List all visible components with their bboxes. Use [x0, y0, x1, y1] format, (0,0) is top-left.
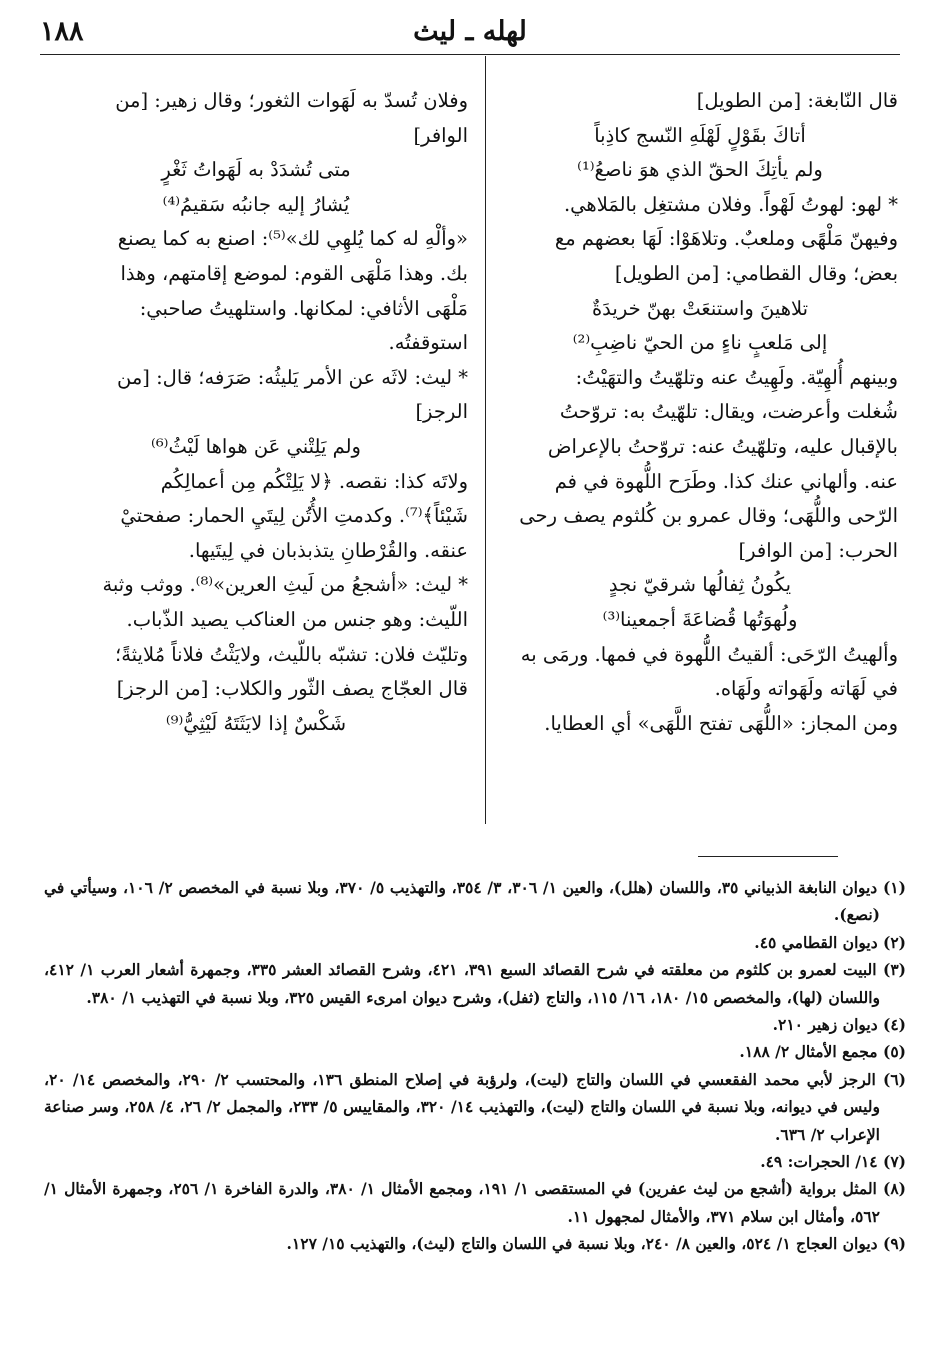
verse-line: متى تُشدَدْ به لَهَواتُ ثَغْرٍ: [161, 158, 351, 182]
footnote: (٩) ديوان العجاج ١/ ٥٢٤، والعين ٨/ ٢٤٠، وبلا نسبة في اللسان والتاج (ليث)، والتهذيب ١٥/ ١٢٧.: [286, 1234, 906, 1254]
text-line: قال النّابغة: [من الطويل]: [696, 89, 898, 112]
verse-line: شَكْسٌ إذا لايَثَتَهُ لَيْثِيُّ⁽⁹⁾: [165, 711, 347, 735]
running-head: لهله ـ ليث: [413, 16, 527, 47]
text-line: وألهيتُ الرّحَى: ألقيتُ اللُّهوة في فمها. ورمَى به: [520, 642, 898, 666]
text-line: بك. وهذا مَلْهَى القوم: لموضع إقامتهم، وهذا: [120, 261, 468, 285]
left-column: [44, 84, 468, 741]
column-divider: [485, 56, 486, 824]
text-line: الرّحى واللُّهَى؛ وقال عمرو بن كُلثوم يصف رحى: [519, 504, 898, 528]
text-line: الحرب: [من الوافر]: [738, 538, 898, 562]
verse-line: ولم يَلِتْني عَن هواها لَيْثُ⁽⁶⁾: [151, 434, 361, 458]
text-line: مَلْهَى الأثافي: لمكانها. واستلهيتُ صاحبي:: [139, 296, 468, 320]
text-line: في لَهَاته ولَهَواته ولَهَاه.: [714, 677, 898, 701]
text-line: وفيهنّ مَلْهًى وملعبٌ. وتلاهَوْا: لَهَا بعضهم مع: [554, 227, 898, 251]
text-line: الوافر]: [413, 123, 468, 147]
verse-line: يكُونُ ثِفالُها شرقيّ نجدٍ: [608, 573, 792, 597]
text-line: ولاتَه كذا: نقصه. ﴿لا يَلِتْكُم مِن أعمالِكُم: [160, 469, 468, 493]
right-column: [502, 84, 898, 741]
footnote: (١) ديوان النابغة الذبياني ٣٥، واللسان (هلل)، والعين ١/ ٣٠٦، ٣/ ٣٥٤، والتهذيب ٥/ ٣٧٠، وبلا نسبة في المخصص ٢/ ١٠٦، وسيأتي في (نصع).: [44, 878, 906, 925]
text-line: «وألْهِ له كما يُلهِي لك»⁽⁵⁾: اصنع به كما يصنع: [117, 227, 468, 251]
footnote: (٢) ديوان القطامي ٤٥.: [754, 932, 906, 952]
verse-line: تلاهينَ واستنعَتْ بهنّ خريدَةٌ: [591, 296, 809, 320]
text-line: عنقه. والقُرْطانِ يتذبذبان في لِيتَيها.: [188, 538, 468, 562]
text-line: استوقفتُه.: [388, 331, 468, 355]
verse-line: ولم يأتِكَ الحقّ الذي هوَ ناصعُ⁽¹⁾: [577, 158, 823, 182]
footnotes: [44, 874, 906, 1258]
text-line: بعض؛ وقال القطامي: [من الطويل]: [614, 261, 898, 285]
verse-line: إلى مَلعبٍ ناءٍ من الحيّ ناضِبِ⁽²⁾: [572, 331, 828, 355]
footnote-separator: [698, 856, 838, 857]
footnote: (٨) المثل برواية (أشجع من ليث عفرين) في المستقصى ١/ ١٩١، ومجمع الأمثال ١/ ٣٨٠، والدرة الفاخرة ١/ ٢٥٦، وجمهرة الأمثال ١/ ٥٦٢، وأمثال ابن سلام ٣٧١، والأمثال لمجهول ١١.: [44, 1179, 906, 1226]
text-line: ومن المجاز: «اللُّهَى تفتح اللَّهَى» أي العطايا.: [544, 711, 898, 735]
text-line: وفلان تُسدّ به لَهَوات الثغور؛ وقال زهير: [من: [115, 89, 468, 112]
text-line: وبينهم أُلهِيّة. ولَهِيتُ عنه وتلهّيتُ والتهَيْتُ:: [575, 365, 898, 389]
verse-line: يُشارُ إليه جانبُه سَقيمُ⁽⁴⁾: [162, 192, 350, 216]
page-number: ١٨٨: [40, 16, 84, 47]
text-line: الرجز]: [415, 400, 468, 424]
text-line: اللّيث: وهو جنس من العناكب يصيد الذّباب.: [126, 607, 468, 631]
footnote: (٧) ١٤/ الحجرات: ٤٩.: [760, 1152, 906, 1172]
text-line: وتليّث فلان: تشبّه باللّيث، ولايَثْتُ فلاناً مُلايثةً؛: [115, 642, 468, 666]
text-line: عنه. وألهاني عنك كذا. وطَرَح اللُّهوة في فم: [554, 469, 898, 493]
verse-line: أتاكَ بقَوْلٍ لَهْلَهِ النّسج كاذِباً: [594, 123, 806, 147]
entry-lyt: * ليث: لاثَه عن الأمر يَليثُه: صَرَفه؛ قال: [من: [117, 365, 468, 389]
page-header: [40, 14, 900, 55]
text-line: بالإقبال عليه، وتلهّيتُ عنه: تروّحتُ بالإعراض: [547, 434, 898, 458]
footnote: (٥) مجمع الأمثال ٢/ ١٨٨.: [739, 1042, 906, 1062]
entry-layth: * ليث: «أشجعُ من لَيثِ العرين»⁽⁸⁾. ووثب وثبة: [102, 573, 468, 597]
footnote: (٣) البيت لعمرو بن كلثوم من معلقته في شرح القصائد السبع ٣٩١، ٤٢١، وشرح القصائد العشر ٣٣٥، وجمهرة أشعار العرب ١/ ٤١٢، واللسان (لها)، والمخصص ١٥/ ١٨٠، ١٦/ ١١٥، والتاج (ثفل)، وشرح ديوان امرىء القيس ٣٢٥، وبلا نسبة في التهذيب ١/ ٣٨٠.: [44, 960, 906, 1007]
footnote: (٤) ديوان زهير ٢١٠.: [772, 1015, 906, 1035]
entry-lhw: * لهو: لهوتُ لَهْواً. وفلان مشتغِل بالمَلاهي.: [563, 192, 898, 216]
text-line: شُغلت وأعرضت، ويقال: تلهّيتُ به: تروّحتُ: [559, 400, 898, 424]
text-line: قال العجّاج يصف الثّور والكلاب: [من الرجز]: [116, 677, 468, 701]
footnote: (٦) الرجز لأبي محمد الفقعسي في اللسان والتاج (ليت)، ولرؤبة في إصلاح المنطق ١٣٦، والمحتسب ٢/ ٢٩٠، والمخصص ١٤/ ٢٠، وليس في ديوانه، وبلا نسبة في اللسان والتاج (ليت)، والتهذيب ١٤/ ٣٢٠، والمقاييس ٥/ ٢٣٣، والمجمل ٢/ ٢٦، ٤/ ٢٥٨، وسر صناعة الإعراب ٢/ ٦٣٦.: [44, 1069, 906, 1144]
text-line: شَيْئاً﴾⁽⁷⁾. وكدمتِ الأُتُن لِيتَيِ الحمار: صفحتيْ: [120, 504, 468, 528]
verse-line: ولُهوَتُها قُضاعَةَ أجمعينا⁽³⁾: [602, 607, 798, 631]
